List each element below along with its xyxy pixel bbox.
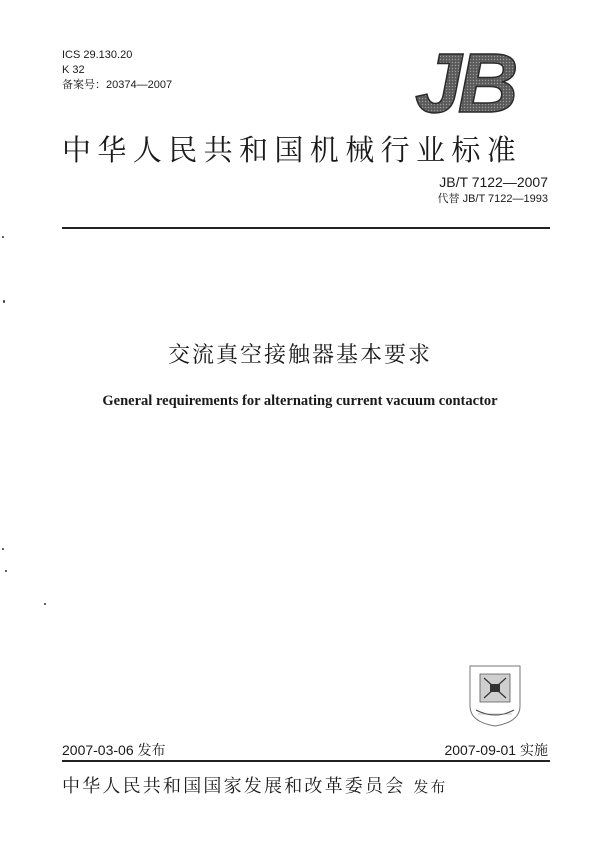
jb-logo-icon — [415, 40, 525, 118]
footer-divider — [62, 760, 550, 762]
document-metadata — [62, 48, 172, 93]
implementation-date: 2007-09-01 实施 — [444, 742, 548, 758]
publisher-line — [62, 772, 552, 798]
header-divider — [62, 227, 550, 229]
publisher-name: 中华人民共和国国家发展和改革委员会 — [62, 776, 406, 797]
standard-code-block — [438, 174, 548, 208]
scan-speck — [2, 548, 4, 550]
standard-code: JB/T 7122—2007 — [439, 174, 548, 190]
publish-label: 发布 — [413, 778, 448, 796]
publisher-seal-icon — [466, 662, 524, 728]
scan-speck — [2, 236, 4, 238]
record-number: 备案号：20374—2007 — [62, 79, 173, 91]
svg-text:JB: JB — [415, 40, 515, 118]
ics-code: ICS 29.130.20 — [62, 49, 133, 61]
document-title-english: General requirements for alternating current vacuum contactor — [102, 393, 498, 409]
standard-category-title: 中华人民共和国机械行业标准 — [62, 133, 523, 167]
scan-speck — [5, 570, 7, 572]
document-title-chinese: 交流真空接触器基本要求 — [167, 343, 432, 368]
classification-code: K 32 — [62, 64, 85, 76]
replaces-standard: 代替 JB/T 7122—1993 — [437, 193, 548, 205]
scan-speck — [3, 300, 5, 303]
scan-speck — [44, 603, 46, 605]
issue-date: 2007-03-06 发布 — [62, 742, 166, 758]
